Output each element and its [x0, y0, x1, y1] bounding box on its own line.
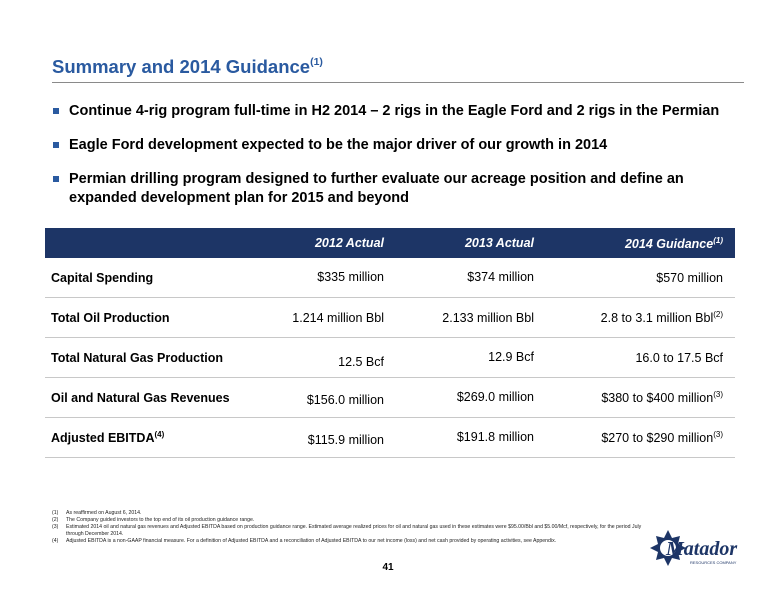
row-label — [51, 390, 230, 405]
table-row — [45, 338, 735, 378]
row-label-footnote-ref: (4) — [154, 430, 165, 439]
cell-2014-text: $380 to $400 million — [601, 391, 714, 405]
cell-2014 — [635, 350, 723, 365]
summary-bullet-list — [53, 102, 753, 223]
row-label — [51, 310, 170, 325]
footnote — [52, 510, 652, 517]
table-row — [45, 378, 735, 418]
row-label-text: Capital Spending — [51, 271, 154, 285]
matador-logo — [646, 528, 740, 572]
column-header-2014 — [625, 236, 723, 251]
row-label — [51, 430, 164, 445]
summary-bullet — [53, 102, 753, 121]
footnote-number: (1) — [52, 510, 59, 516]
cell-2014 — [601, 390, 723, 405]
row-label — [51, 350, 223, 365]
footnotes — [52, 510, 652, 545]
cell-2013: $374 million — [467, 270, 534, 284]
cell-2012: $156.0 million — [306, 393, 384, 407]
cell-2014-text: 16.0 to 17.5 Bcf — [635, 351, 723, 365]
table-row — [45, 258, 735, 298]
bullet-square-icon — [53, 108, 59, 114]
page-title-footnote-ref: (1) — [310, 56, 323, 68]
row-label-text: Adjusted EBITDA — [51, 431, 155, 445]
row-label — [51, 270, 153, 285]
footnote — [52, 538, 652, 545]
footnote-number: (4) — [52, 538, 59, 544]
table-row — [45, 418, 735, 458]
column-header-2014-text: 2014 Guidance — [624, 237, 714, 251]
footnote — [52, 517, 652, 524]
svg-text:RESOURCES COMPANY: RESOURCES COMPANY — [690, 560, 737, 565]
title-divider — [52, 82, 744, 83]
cell-2014 — [601, 430, 723, 445]
page-title — [52, 56, 323, 78]
column-header-2012: 2012 Actual — [314, 236, 384, 250]
summary-bullet — [53, 136, 753, 155]
footnote-text: The Company guided investors to the top end of its oil production guidance range. — [66, 517, 255, 523]
cell-2013: 12.9 Bcf — [488, 350, 534, 364]
cell-2014 — [601, 310, 723, 325]
page-number: 41 — [382, 562, 394, 573]
bullet-square-icon — [53, 176, 59, 182]
cell-2013: 2.133 million Bbl — [442, 311, 534, 325]
footnote-text: Adjusted EBITDA is a non-GAAP financial measure. For a definition of Adjusted EBITDA and a reconciliation of Adjusted EBITDA to our net income (loss) and net cash provided by operating activities, see Appendix. — [66, 538, 557, 544]
cell-2012: $115.9 million — [307, 433, 384, 447]
cell-2012: 1.214 million Bbl — [292, 311, 384, 325]
footnote-number: (3) — [52, 524, 59, 530]
svg-text:Matador: Matador — [666, 538, 738, 560]
row-label-text: Oil and Natural Gas Revenues — [51, 391, 230, 405]
cell-2014 — [656, 270, 723, 285]
bullet-text: Eagle Ford development expected to be the major driver of our growth in 2014 — [69, 137, 608, 153]
bullet-text: Continue 4-rig program full-time in H2 2014 – 2 rigs in the Eagle Ford and 2 rigs in the Permian — [69, 103, 720, 119]
row-label-text: Total Oil Production — [51, 311, 170, 325]
page-title-text: Summary and 2014 Guidance — [52, 56, 311, 77]
cell-2014-footnote-ref: (3) — [713, 390, 723, 399]
table-row — [45, 298, 735, 338]
column-header-2014-footnote-ref: (1) — [713, 236, 723, 245]
cell-2014-text: 2.8 to 3.1 million Bbl — [600, 311, 714, 325]
column-header-2013: 2013 Actual — [464, 236, 534, 250]
footnote-number: (2) — [52, 517, 59, 523]
cell-2012: $335 million — [317, 270, 384, 284]
summary-bullet — [53, 170, 753, 208]
footnote — [52, 524, 652, 538]
row-label-text: Total Natural Gas Production — [51, 351, 224, 365]
cell-2013: $191.8 million — [456, 430, 534, 444]
bullet-square-icon — [53, 142, 59, 148]
guidance-table — [45, 228, 735, 458]
cell-2014-text: $270 to $290 million — [601, 431, 714, 445]
cell-2014-footnote-ref: (2) — [713, 310, 723, 319]
footnote-text: Estimated 2014 oil and natural gas revenues and Adjusted EBITDA based on production guidance range. Estimated average realized prices for oil and natural gas used in these estimates were $95.00/Bbl and $5.00/Mcf, respectively, for the period July through December 2014. — [66, 524, 642, 537]
cell-2012: 12.5 Bcf — [338, 355, 384, 369]
bullet-text: Permian drilling program designed to further evaluate our acreage position and define an expanded development plan for 2015 and beyond — [69, 171, 684, 206]
cell-2014-text: $570 million — [656, 271, 723, 285]
table-header-row — [45, 228, 735, 258]
cell-2014-footnote-ref: (3) — [713, 430, 723, 439]
cell-2013: $269.0 million — [456, 390, 534, 404]
footnote-text: As reaffirmed on August 6, 2014. — [66, 510, 142, 516]
